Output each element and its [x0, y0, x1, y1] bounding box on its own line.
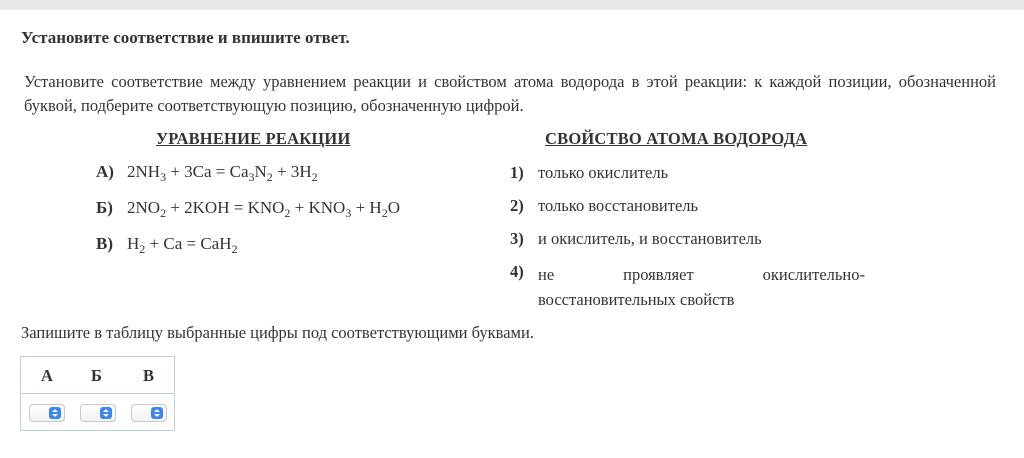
answer-header-a: А [41, 366, 53, 385]
answer-table-header [21, 357, 174, 394]
equation-letter: А) [96, 162, 114, 181]
answer-header-b: Б [91, 366, 102, 385]
top-bar [0, 0, 1024, 10]
property-text: только восстановитель [538, 196, 699, 215]
properties-header: СВОЙСТВО АТОМА ВОДОРОДА [545, 129, 808, 148]
equation-a [96, 162, 318, 182]
equation-text: $2NO_2 + 2KOH = KNO_2 + KNO_3 + H_2O$ [127, 198, 400, 220]
answer-table [20, 356, 175, 431]
equation-v [96, 234, 238, 254]
property-text: и окислитель, и восстановитель [538, 229, 762, 248]
task-intro: Установите соответствие между уравнением реакции и свойством атома водорода в этой реакции: к каждой позиции, обозначенной буквой, подберите соответствующую позицию, обозначенную цифрой. [24, 72, 996, 115]
up-down-chevron-icon [49, 407, 61, 419]
equation-text: $2NH_3 + 3Ca = Ca_3N_2 + 3H_2$ [127, 162, 318, 184]
answer-select-v[interactable] [131, 404, 167, 422]
answer-select-a[interactable] [29, 404, 65, 422]
equation-letter: В) [96, 234, 113, 253]
property-number: 4) [510, 262, 524, 281]
equations-header: УРАВНЕНИЕ РЕАКЦИИ [156, 129, 351, 148]
property-number: 3) [510, 229, 524, 248]
equation-text: $H_2 + Ca = CaH_2$ [127, 234, 238, 256]
instruction-text: Запишите в таблицу выбранные цифры под соответствующими буквами. [21, 323, 534, 342]
equation-letter: Б) [96, 198, 113, 217]
answer-header-v: В [143, 366, 155, 385]
property-text: не проявляет окислительно- восстановительных свойств [538, 265, 865, 309]
up-down-chevron-icon [100, 407, 112, 419]
task-title: Установите соответствие и впишите ответ. [21, 28, 350, 47]
property-number: 1) [510, 163, 524, 182]
property-text: только окислитель [538, 163, 669, 182]
property-number: 2) [510, 196, 524, 215]
answer-select-b[interactable] [80, 404, 116, 422]
equation-b [96, 198, 400, 218]
up-down-chevron-icon [151, 407, 163, 419]
